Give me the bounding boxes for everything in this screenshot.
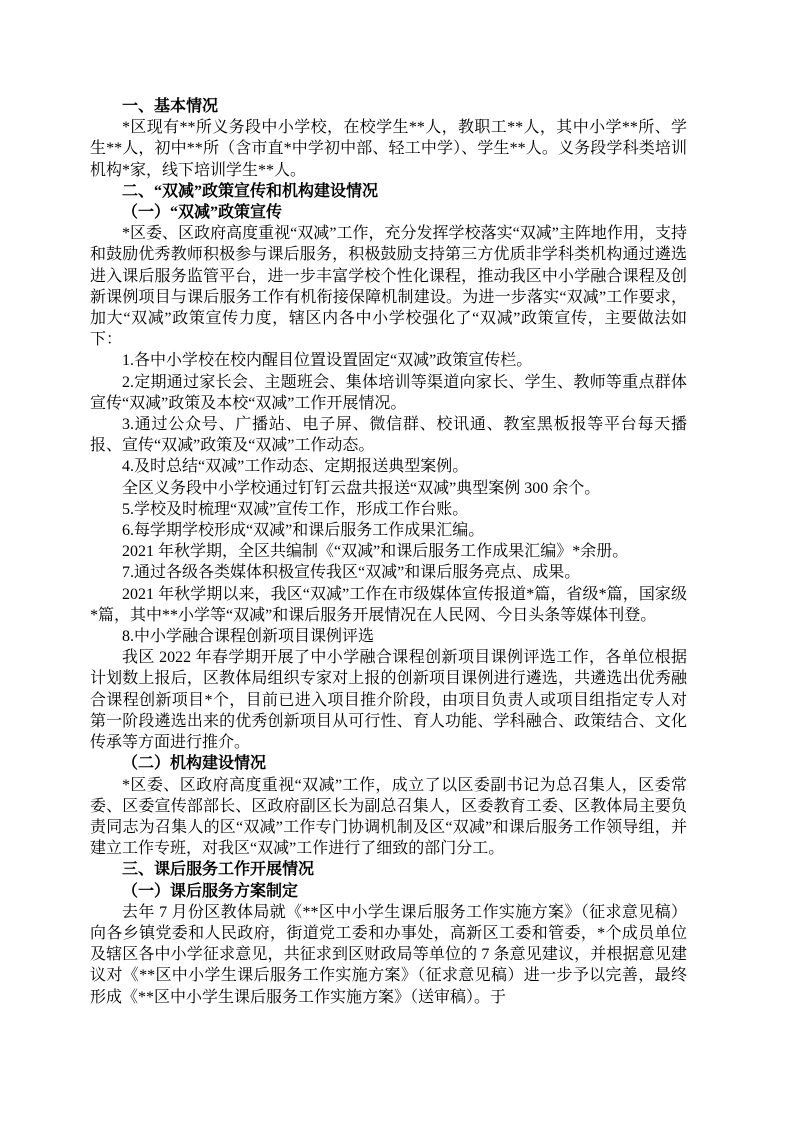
heading-3-after-school-service: 三、课后服务工作开展情况 bbox=[122, 861, 315, 879]
para-measure-4-detail: 全区义务段中小学校通过钉钉云盘共报送“双减”典型案例 300 余个。 bbox=[122, 479, 601, 497]
para-measure-5: 5.学校及时梳理“双减”宣传工作，形成工作台账。 bbox=[122, 500, 469, 518]
heading-3-1-service-plan: （一）课后服务方案制定 bbox=[122, 882, 299, 900]
para-measure-1: 1.各中小学校在校内醒目位置设置固定“双减”政策宣传栏。 bbox=[122, 352, 533, 370]
para-policy-publicity-overview: *区委、区政府高度重视“双减”工作，充分发挥学校落实“双减”主阵地作用，支持和鼓励优秀教师积极参与课后服务，积极鼓励支持第三方优质非学科类机构通过遴选进入课后服务监管平台，进一步丰富学校个性化课程，推动我区中小学融合课程及创新课例项目与课后服务工作有机衔接保障机制建设。为进一步落实“双减”工作要求，加大“双减”政策宣传力度，辖区内各中小学校强化了“双减”政策宣传，主要做法如下： bbox=[90, 225, 687, 349]
para-measure-7-detail: 2021 年秋学期以来，我区“双减”工作在市级媒体宣传报道*篇，省级*篇，国家级*篇，其中**小学等“双减”和课后服务开展情况在人民网、今日头条等媒体刊登。 bbox=[90, 585, 687, 624]
heading-1-basic-info: 一、基本情况 bbox=[122, 98, 219, 115]
para-basic-info: *区现有**所义务段中小学校，在校学生**人，教职工**人，其中小学**所、学生**人，初中**所（含市直*中学初中部、轻工中学）、学生**人。义务段学科类培训机构*家，线下培训学生**人。 bbox=[90, 119, 687, 179]
heading-2-policy-publicity-and-org: 二、“双减”政策宣传和机构建设情况 bbox=[122, 182, 379, 200]
para-org-building: *区委、区政府高度重视“双减”工作，成立了以区委副书记为总召集人，区委常委、区委宣传部部长、区政府副区长为副总召集人，区委教育工委、区教体局主要负责同志为召集人的区“双减”工作专门协调机制及区“双减”和课后服务工作领导组，并建立工作专班，对我区“双减”工作进行了细致的部门分工。 bbox=[90, 776, 687, 858]
para-measure-3: 3.通过公众号、广播站、电子屏、微信群、校讯通、教室黑板报等平台每天播报、宣传“双减”政策及“双减”工作动态。 bbox=[90, 416, 687, 455]
para-measure-4: 4.及时总结“双减”工作动态、定期报送典型案例。 bbox=[122, 458, 469, 476]
para-measure-7: 7.通过各级各类媒体积极宣传我区“双减”和课后服务亮点、成果。 bbox=[122, 564, 581, 582]
para-measure-6-detail: 2021 年秋学期，全区共编制《“双减”和课后服务工作成果汇编》*余册。 bbox=[122, 543, 629, 561]
para-measure-6: 6.每学期学校形成“双减”和课后服务工作成果汇编。 bbox=[122, 522, 485, 540]
document-page bbox=[90, 96, 687, 1008]
para-measure-8: 8.中小学融合课程创新项目课例评选 bbox=[122, 628, 375, 646]
heading-2-1-policy-publicity: （一）“双减”政策宣传 bbox=[122, 204, 283, 222]
para-service-plan: 去年 7 月份区教体局就《**区中小学生课后服务工作实施方案》（征求意见稿）向各乡镇党委和人民政府，街道党工委和办事处，高新区工委和管委，*个成员单位及辖区各中小学征求意见，共征求到区财政局等单位的 7 条意见建议，并根据意见建议对《**区中小学生课后服务工作实施方案》（征求意见稿）进一步予以完善，最终形成《**区中小学生课后服务工作实施方案》（送审稿）。于 bbox=[90, 903, 687, 1006]
para-measure-2: 2.定期通过家长会、主题班会、集体培训等渠道向家长、学生、教师等重点群体宣传“双减”政策及本校“双减”工作开展情况。 bbox=[90, 373, 687, 412]
para-measure-8-detail: 我区 2022 年春学期开展了中小学融合课程创新项目课例评选工作，各单位根据计划数上报后，区教体局组织专家对上报的创新项目课例进行遴选，共遴选出优秀融合课程创新项目*个，目前已进入项目推介阶段，由项目负责人或项目组指定专人对第一阶段遴选出来的优秀创新项目从可行性、育人功能、学科融合、政策结合、文化传承等方面进行推介。 bbox=[90, 649, 687, 752]
heading-2-2-org-building: （二）机构建设情况 bbox=[122, 755, 267, 773]
